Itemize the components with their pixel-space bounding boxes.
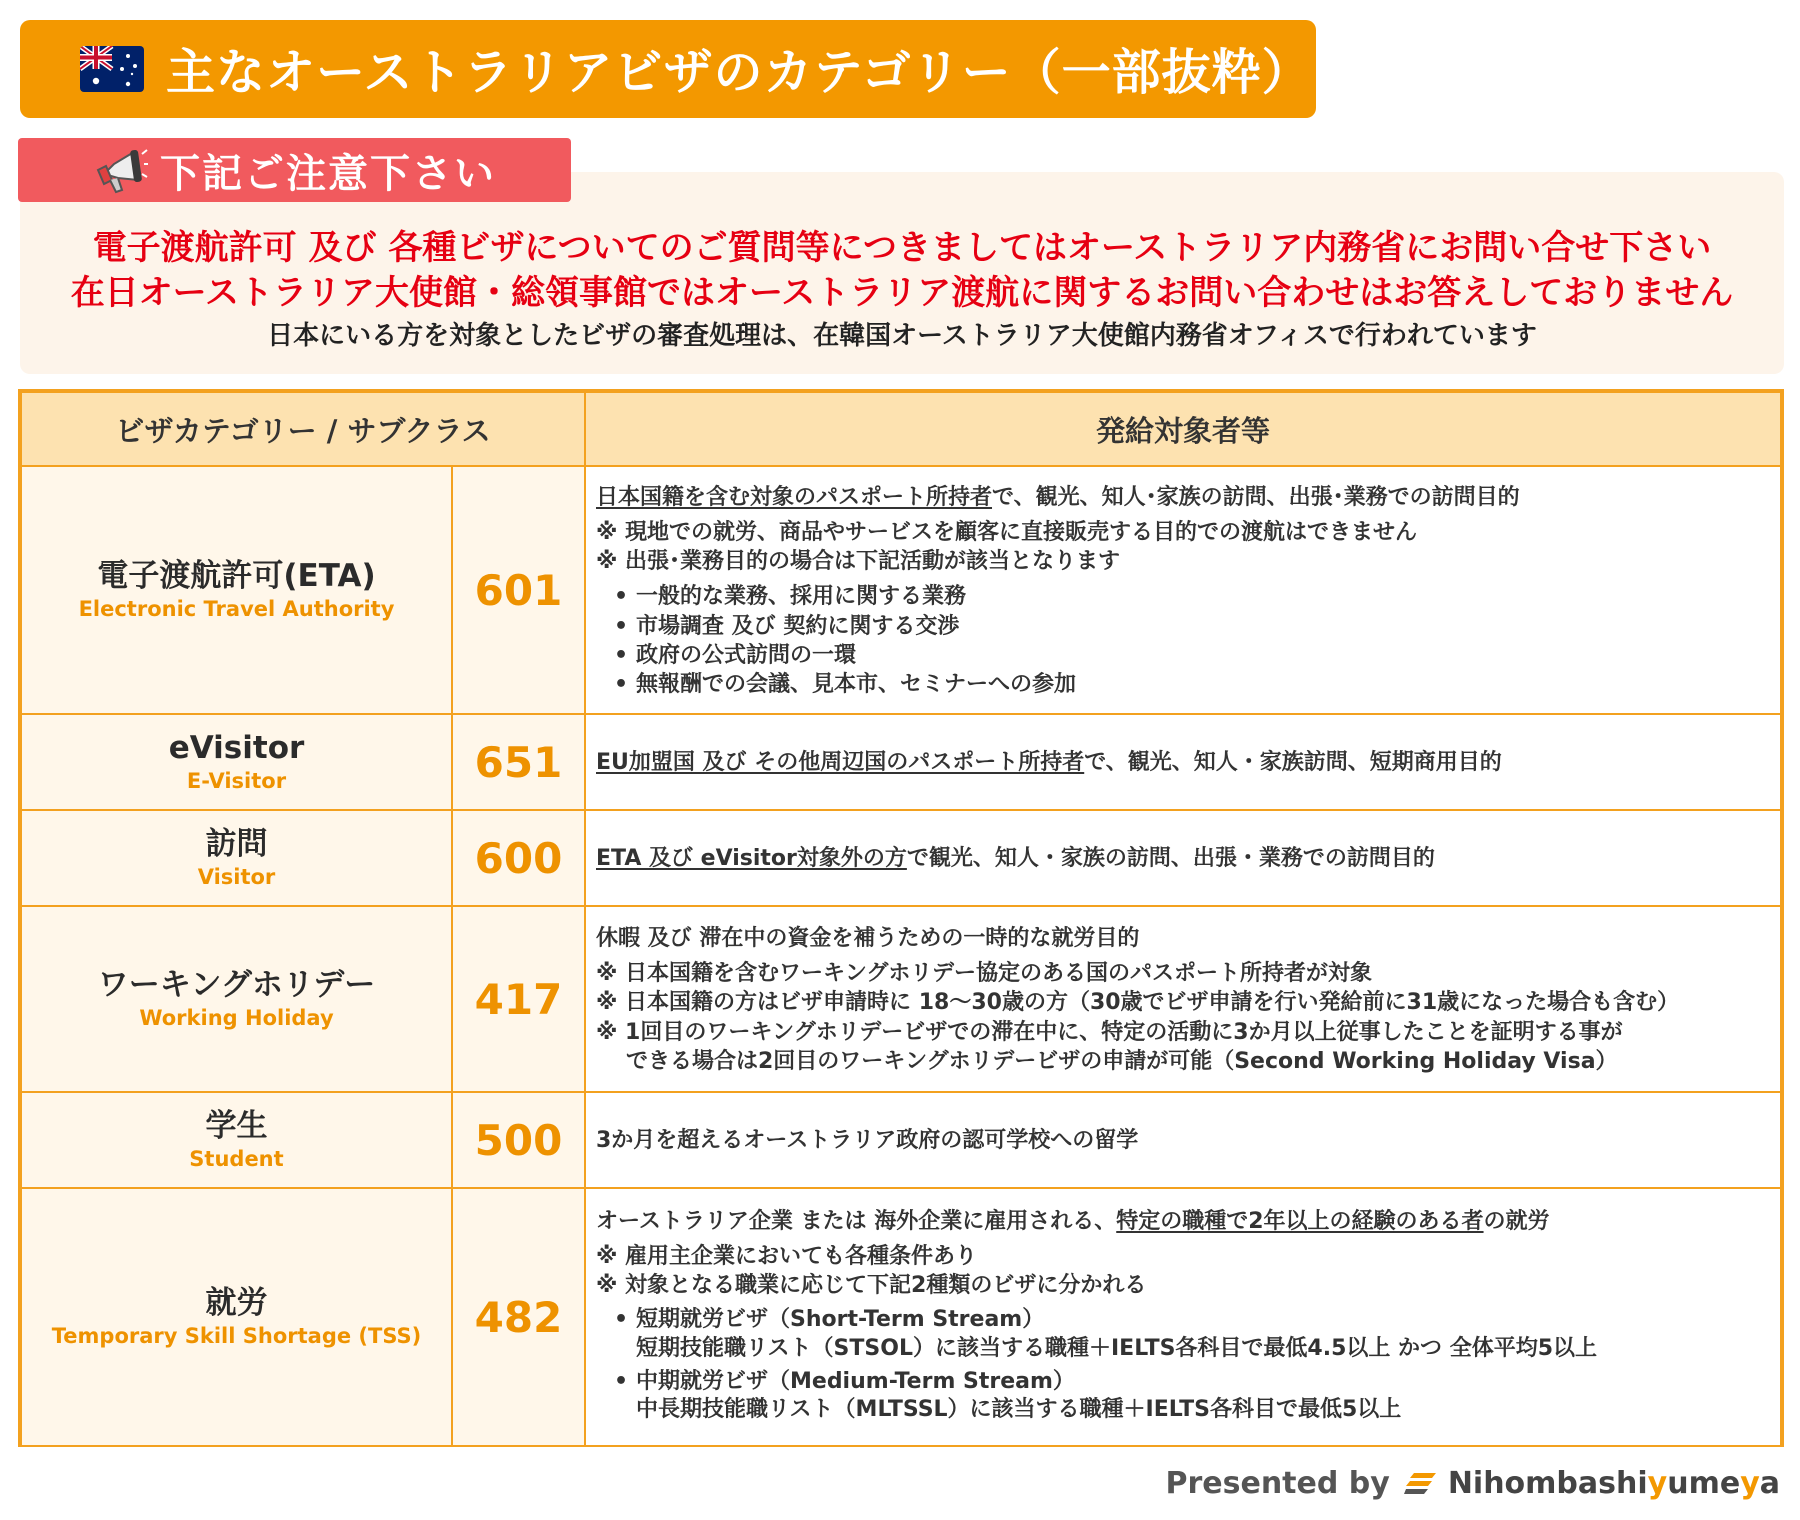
category-subname: Visitor xyxy=(197,864,276,889)
notice-line-1: 電子渡航許可 及び 各種ビザについてのご質問等につきましてはオーストラリア内務省にお問い合せ下さい xyxy=(92,228,1712,268)
description-main xyxy=(596,481,1780,514)
category-cell xyxy=(21,810,452,906)
description-main: 休暇 及び 滞在中の資金を補うための一時的な就労目的 xyxy=(596,926,1140,952)
brand-part-accent: y xyxy=(1647,1465,1668,1501)
description-underlined: 特定の職種で2年以上の経験のある者 xyxy=(1116,1209,1484,1235)
description-rest: で、観光、知人・家族訪問、短期商用目的 xyxy=(1084,749,1502,775)
category-name: 電子渡航許可(ETA) xyxy=(97,557,376,594)
footer xyxy=(1165,1463,1780,1503)
category-name: eVisitor xyxy=(168,729,305,766)
description-main xyxy=(596,842,1780,875)
description-underlined: 日本国籍を含む対象のパスポート所持者 xyxy=(596,485,993,511)
category-cell xyxy=(21,714,452,810)
table-row xyxy=(21,1188,1781,1446)
description-cell xyxy=(585,714,1781,810)
category-name: ワーキングホリデー xyxy=(97,966,376,1003)
brand-part: a xyxy=(1759,1465,1780,1501)
category-name: 就労 xyxy=(205,1284,268,1321)
subclass-number: 601 xyxy=(452,466,585,714)
description-main xyxy=(596,1205,1780,1238)
category-cell xyxy=(21,906,452,1092)
brand-name xyxy=(1448,1466,1780,1501)
table-row xyxy=(21,714,1781,810)
title-bar xyxy=(20,20,1316,118)
description-note: ※ 日本国籍の方はビザ申請時に 18～30歳の方（30歳でビザ申請を行い発給前に31歳になった場合も含む） xyxy=(596,990,1680,1016)
description-note: ※ 対象となる職業に応じて下記2種類のビザに分かれる xyxy=(596,1273,1147,1299)
stream-detail: 短期技能職リスト（STSOL）に該当する職種＋IELTS各科目で最低4.5以上 かつ 全体平均5以上 xyxy=(636,1335,1598,1361)
page-title: 主なオーストラリアビザのカテゴリー（一部抜粋） xyxy=(166,44,1312,101)
notice-tab xyxy=(18,138,571,202)
subclass-number: 482 xyxy=(452,1188,585,1446)
stream-detail: 中長期技能職リスト（MLTSSL）に該当する職種＋IELTS各科目で最低5以上 xyxy=(636,1397,1402,1423)
category-subname: Working Holiday xyxy=(139,1005,334,1030)
category-name: 学生 xyxy=(205,1107,268,1144)
subclass-number: 600 xyxy=(452,810,585,906)
australia-flag-icon xyxy=(80,46,144,92)
subclass-number: 417 xyxy=(452,906,585,1092)
category-subname: Electronic Travel Authority xyxy=(78,596,395,621)
description-cell xyxy=(585,1092,1781,1188)
brand-part: ume xyxy=(1667,1465,1741,1501)
visa-table xyxy=(18,389,1784,1447)
list-item: • 市場調査 及び 契約に関する交渉 xyxy=(614,612,1780,641)
description-underlined: ETA 及び eVisitor対象外の方 xyxy=(596,845,907,871)
category-cell xyxy=(21,466,452,714)
table-row xyxy=(21,810,1781,906)
description-underlined: EU加盟国 及び その他周辺国のパスポート所持者 xyxy=(596,749,1085,775)
notice-line-3: 日本にいる方を対象としたビザの審査処理は、在韓国オーストラリア大使館内務省オフィスで行われています xyxy=(267,321,1537,351)
list-item xyxy=(614,1368,1780,1425)
megaphone-icon xyxy=(92,144,148,196)
category-cell xyxy=(21,1188,452,1446)
header-category: ビザカテゴリー / サブクラス xyxy=(21,392,585,466)
header-eligibility: 発給対象者等 xyxy=(585,392,1781,466)
presented-by-label: Presented by xyxy=(1165,1465,1390,1501)
description-note: ※ 1回目のワーキングホリデービザでの滞在中に、特定の活動に3か月以上従事したことを証明する事が xyxy=(596,1019,1623,1045)
list-item: • 政府の公式訪問の一環 xyxy=(614,641,1780,670)
description-note-continued: できる場合は2回目のワーキングホリデービザの申請が可能（Second Working Holiday Visa） xyxy=(626,1048,1618,1074)
subclass-number: 500 xyxy=(452,1092,585,1188)
nihombashiyumeya-logo-icon xyxy=(1404,1469,1438,1497)
notice-tab-label: 下記ご注意下さい xyxy=(160,150,496,197)
category-name: 訪問 xyxy=(205,825,268,862)
description-rest: で観光、知人・家族の訪問、出張・業務での訪問目的 xyxy=(906,845,1435,871)
category-subname: Temporary Skill Shortage (TSS) xyxy=(51,1323,422,1348)
table-row xyxy=(21,906,1781,1092)
description-cell xyxy=(585,1188,1781,1446)
description-main: 3か月を超えるオーストラリア政府の認可学校への留学 xyxy=(596,1127,1139,1153)
description-main xyxy=(596,746,1780,779)
description-bullets xyxy=(596,1306,1780,1424)
description-rest: で、観光、知人･家族の訪問、出張･業務での訪問目的 xyxy=(992,485,1520,511)
description-bullets xyxy=(596,582,1780,698)
stream-title: • 中期就労ビザ（Medium-Term Stream） xyxy=(636,1368,1075,1394)
category-cell xyxy=(21,1092,452,1188)
list-item xyxy=(614,1306,1780,1363)
description-note: ※ 日本国籍を含むワーキングホリデー協定のある国のパスポート所持者が対象 xyxy=(596,961,1372,987)
table-row xyxy=(21,1092,1781,1188)
list-item: • 無報酬での会議、見本市、セミナーへの参加 xyxy=(614,670,1780,699)
notice-line-2: 在日オーストラリア大使館・総領事館ではオーストラリア渡航に関するお問い合わせはお答えしておりません xyxy=(70,273,1734,313)
brand-part-accent: y xyxy=(1740,1465,1760,1501)
table-row xyxy=(21,466,1781,714)
subclass-number: 651 xyxy=(452,714,585,810)
list-item: • 一般的な業務、採用に関する業務 xyxy=(614,582,1780,611)
category-subname: E-Visitor xyxy=(186,768,287,793)
category-subname: Student xyxy=(189,1146,284,1171)
description-rest: の就労 xyxy=(1483,1209,1550,1235)
description-note: ※ 現地での就労、商品やサービスを顧客に直接販売する目的での渡航はできません xyxy=(596,520,1418,546)
description-cell xyxy=(585,810,1781,906)
description-cell xyxy=(585,466,1781,714)
description-pre: オーストラリア企業 または 海外企業に雇用される、 xyxy=(596,1209,1117,1235)
stream-title: • 短期就労ビザ（Short-Term Stream） xyxy=(636,1307,1045,1333)
description-note: ※ 雇用主企業においても各種条件あり xyxy=(596,1244,978,1270)
brand-part: Nihombashi xyxy=(1447,1465,1648,1501)
table-header-row xyxy=(21,392,1781,466)
description-note: ※ 出張･業務目的の場合は下記活動が該当となります xyxy=(596,549,1121,575)
description-cell xyxy=(585,906,1781,1092)
